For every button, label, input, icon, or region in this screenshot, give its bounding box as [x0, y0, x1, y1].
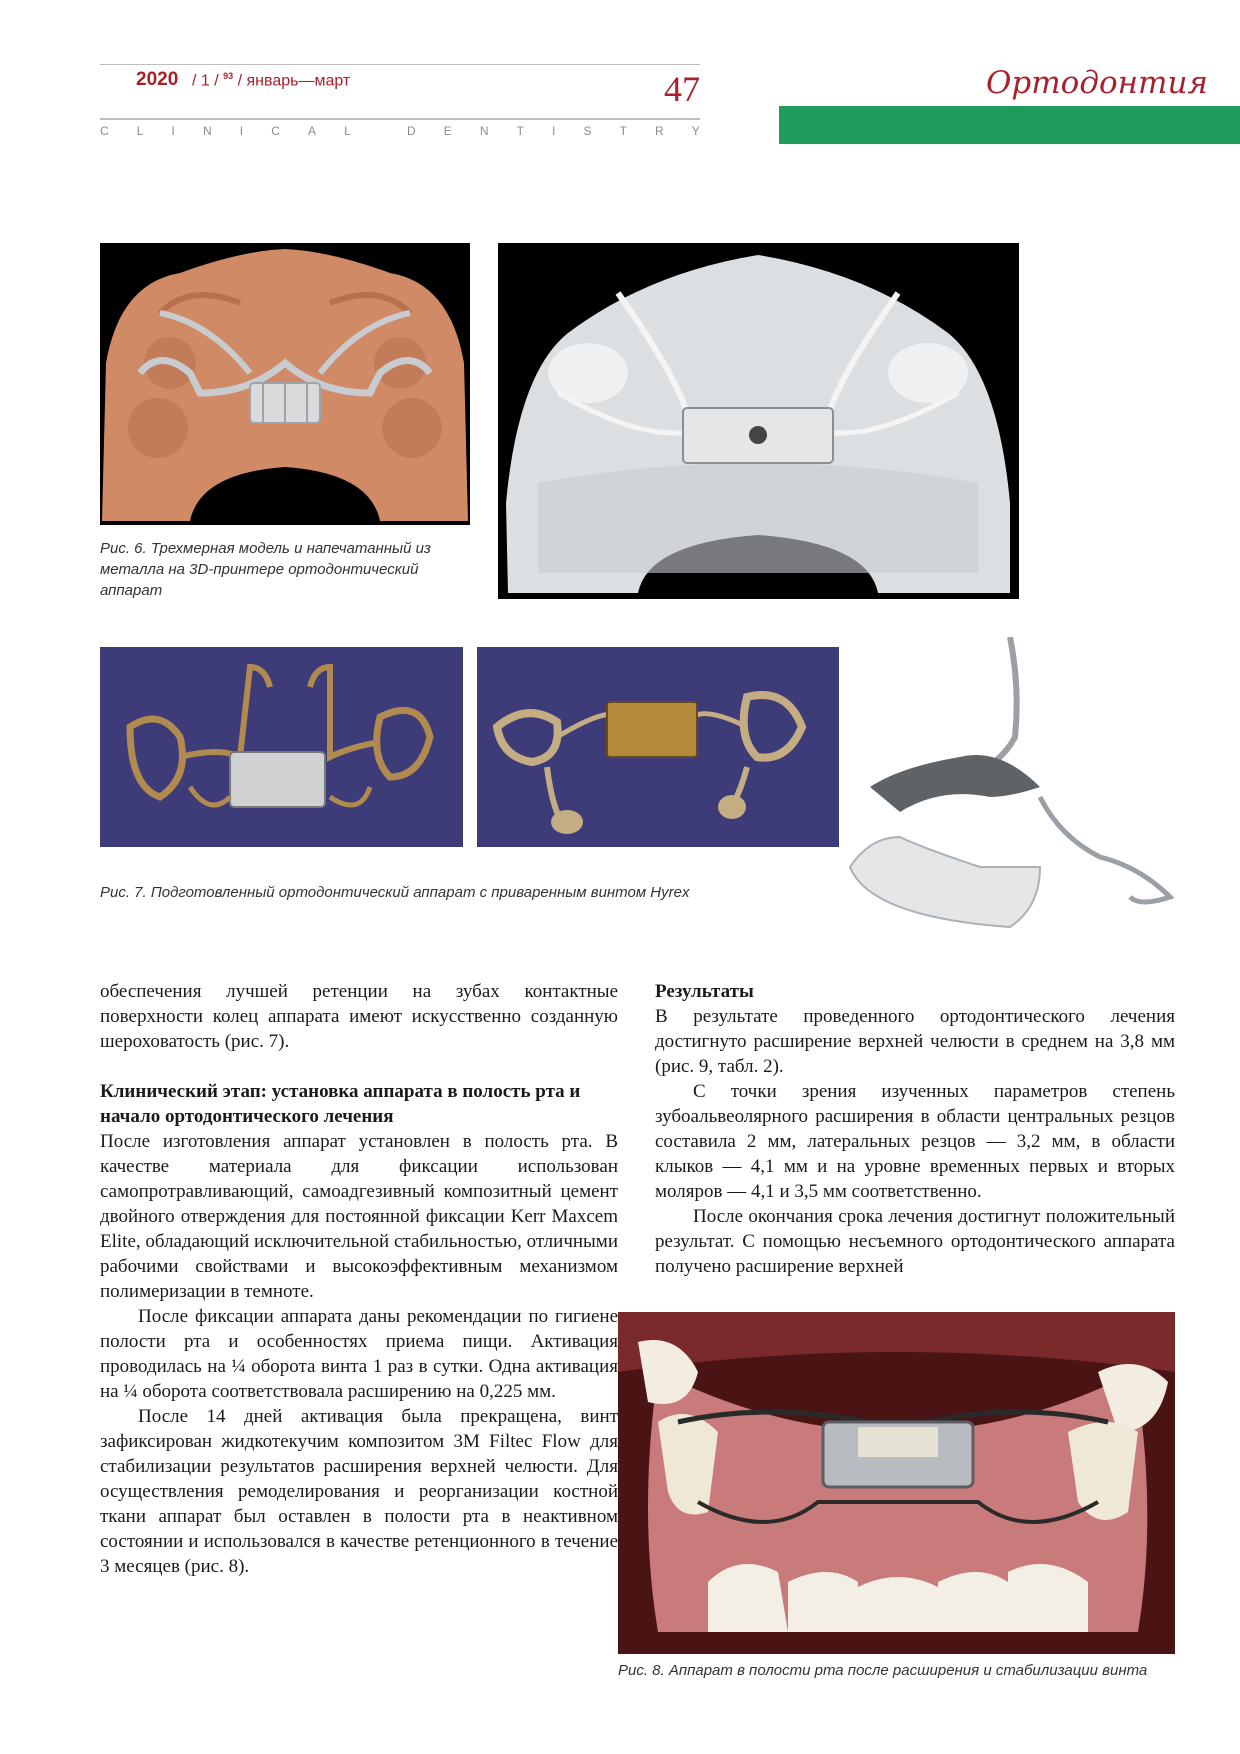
- running-letter: I: [552, 124, 556, 138]
- running-letter: C: [100, 124, 109, 138]
- paragraph: После изготовления аппарат установлен в полость рта. В качестве материала для фиксации использован самопротравливающий, самоадгезивный композитный цемент двойного отверждения для постоянной фиксации Kerr Maxcem Elite, обладающий исключительной стабильностью, отличными рабочими свойствами и высокоэффективным механизмом полимеризации в темноте.: [100, 1131, 619, 1302]
- paragraph: После окончания срока лечения достигнут положительный результат. С помощью несъемного ортодонтического аппарата получено расширение верхней: [655, 1206, 1175, 1277]
- running-letter: E: [443, 124, 452, 138]
- issue-number-label: / 1 /: [192, 72, 219, 90]
- paragraph: С точки зрения изученных параметров степень зубоальвеолярного расширения в области центральных резцов составила 2 мм, латеральных резцов — 3,2 мм, в области клыков — 4,1 мм и на уровне временных первых и вторых моляров — 4,1 и 3,5 мм соответственно.: [655, 1081, 1175, 1202]
- running-letter: T: [516, 124, 524, 138]
- results-heading: Результаты: [655, 981, 754, 1002]
- fig8-intraoral-image: [618, 1312, 1175, 1654]
- fig6-caption: Рис. 6. Трехмерная модель и напечатанный из металла на 3D-принтере ортодонтический аппарат: [100, 540, 431, 599]
- running-letter: T: [619, 124, 627, 138]
- running-letter: R: [655, 124, 664, 138]
- section-color-bar: [779, 106, 1240, 144]
- running-letter: L: [136, 124, 144, 138]
- fig6-printed-appliance-image: [498, 243, 1019, 599]
- running-letter: C: [271, 124, 280, 138]
- paragraph: После 14 дней активация была прекращена, винт зафиксирован жидкотекучим композитом 3M Filtec Flow для стабилизации результатов расширения верхней челюсти. Для осуществления ремоделирования и реорганизации костной ткани аппарат был оставлен в полости рта в неактивном состоянии и использовался в качестве ретенционного в течение 3 месяцев (рис. 8).: [100, 1406, 618, 1577]
- issue-info: [192, 71, 350, 90]
- issue-sup-number: 93: [223, 71, 234, 81]
- section-title: Ортодонтия: [986, 65, 1208, 101]
- fig8-caption: Рис. 8. Аппарат в полости рта после расширения и стабилизации винта: [618, 1662, 1148, 1679]
- running-letter: L: [344, 124, 351, 138]
- fig6-3d-model-image: [100, 243, 470, 525]
- fig7-appliance-image-1: [100, 647, 463, 847]
- running-letter: I: [171, 124, 175, 138]
- page-number: 47: [664, 69, 700, 109]
- running-letter: Y: [691, 124, 700, 138]
- header-rule: [100, 118, 700, 120]
- running-letter: I: [239, 124, 244, 138]
- paragraph: обеспечения лучшей ретенции на зубах контактные поверхности колец аппарата имеют искусственно созданную шероховатость (рис. 7).: [100, 981, 618, 1052]
- paragraph: В результате проведенного ортодонтического лечения достигнуто расширение верхней челюсти в среднем на 3,8 мм (рис. 9, табл. 2).: [655, 1006, 1175, 1077]
- fig7-caption: Рис. 7. Подготовленный ортодонтический аппарат с приваренным винтом Hyrex: [100, 884, 690, 901]
- right-text-column: [655, 979, 1175, 1279]
- running-letter: S: [583, 124, 592, 138]
- issue-year: 2020: [136, 69, 179, 90]
- running-letter: N: [479, 124, 489, 138]
- section-heading: Клинический этап: установка аппарата в полость рта и начало ортодонтического лечения: [100, 1081, 581, 1127]
- header-top-rule: [100, 64, 700, 65]
- fig7-appliance-image-2: [477, 647, 839, 847]
- running-letter: D: [406, 124, 416, 138]
- journal-running-title: [100, 124, 700, 138]
- running-letter: A: [307, 124, 316, 138]
- left-text-column: [100, 979, 618, 1579]
- issue-period: / январь—март: [237, 72, 351, 90]
- fig7-metal-framework-image: [840, 637, 1180, 937]
- running-letter: N: [202, 124, 212, 138]
- paragraph: После фиксации аппарата даны рекомендации по гигиене полости рта и особенностях приема пищи. Активация проводилась на ¼ оборота винта 1 раз в сутки. Одна активация на ¼ оборота соответствовала расширению на 0,225 мм.: [100, 1306, 618, 1402]
